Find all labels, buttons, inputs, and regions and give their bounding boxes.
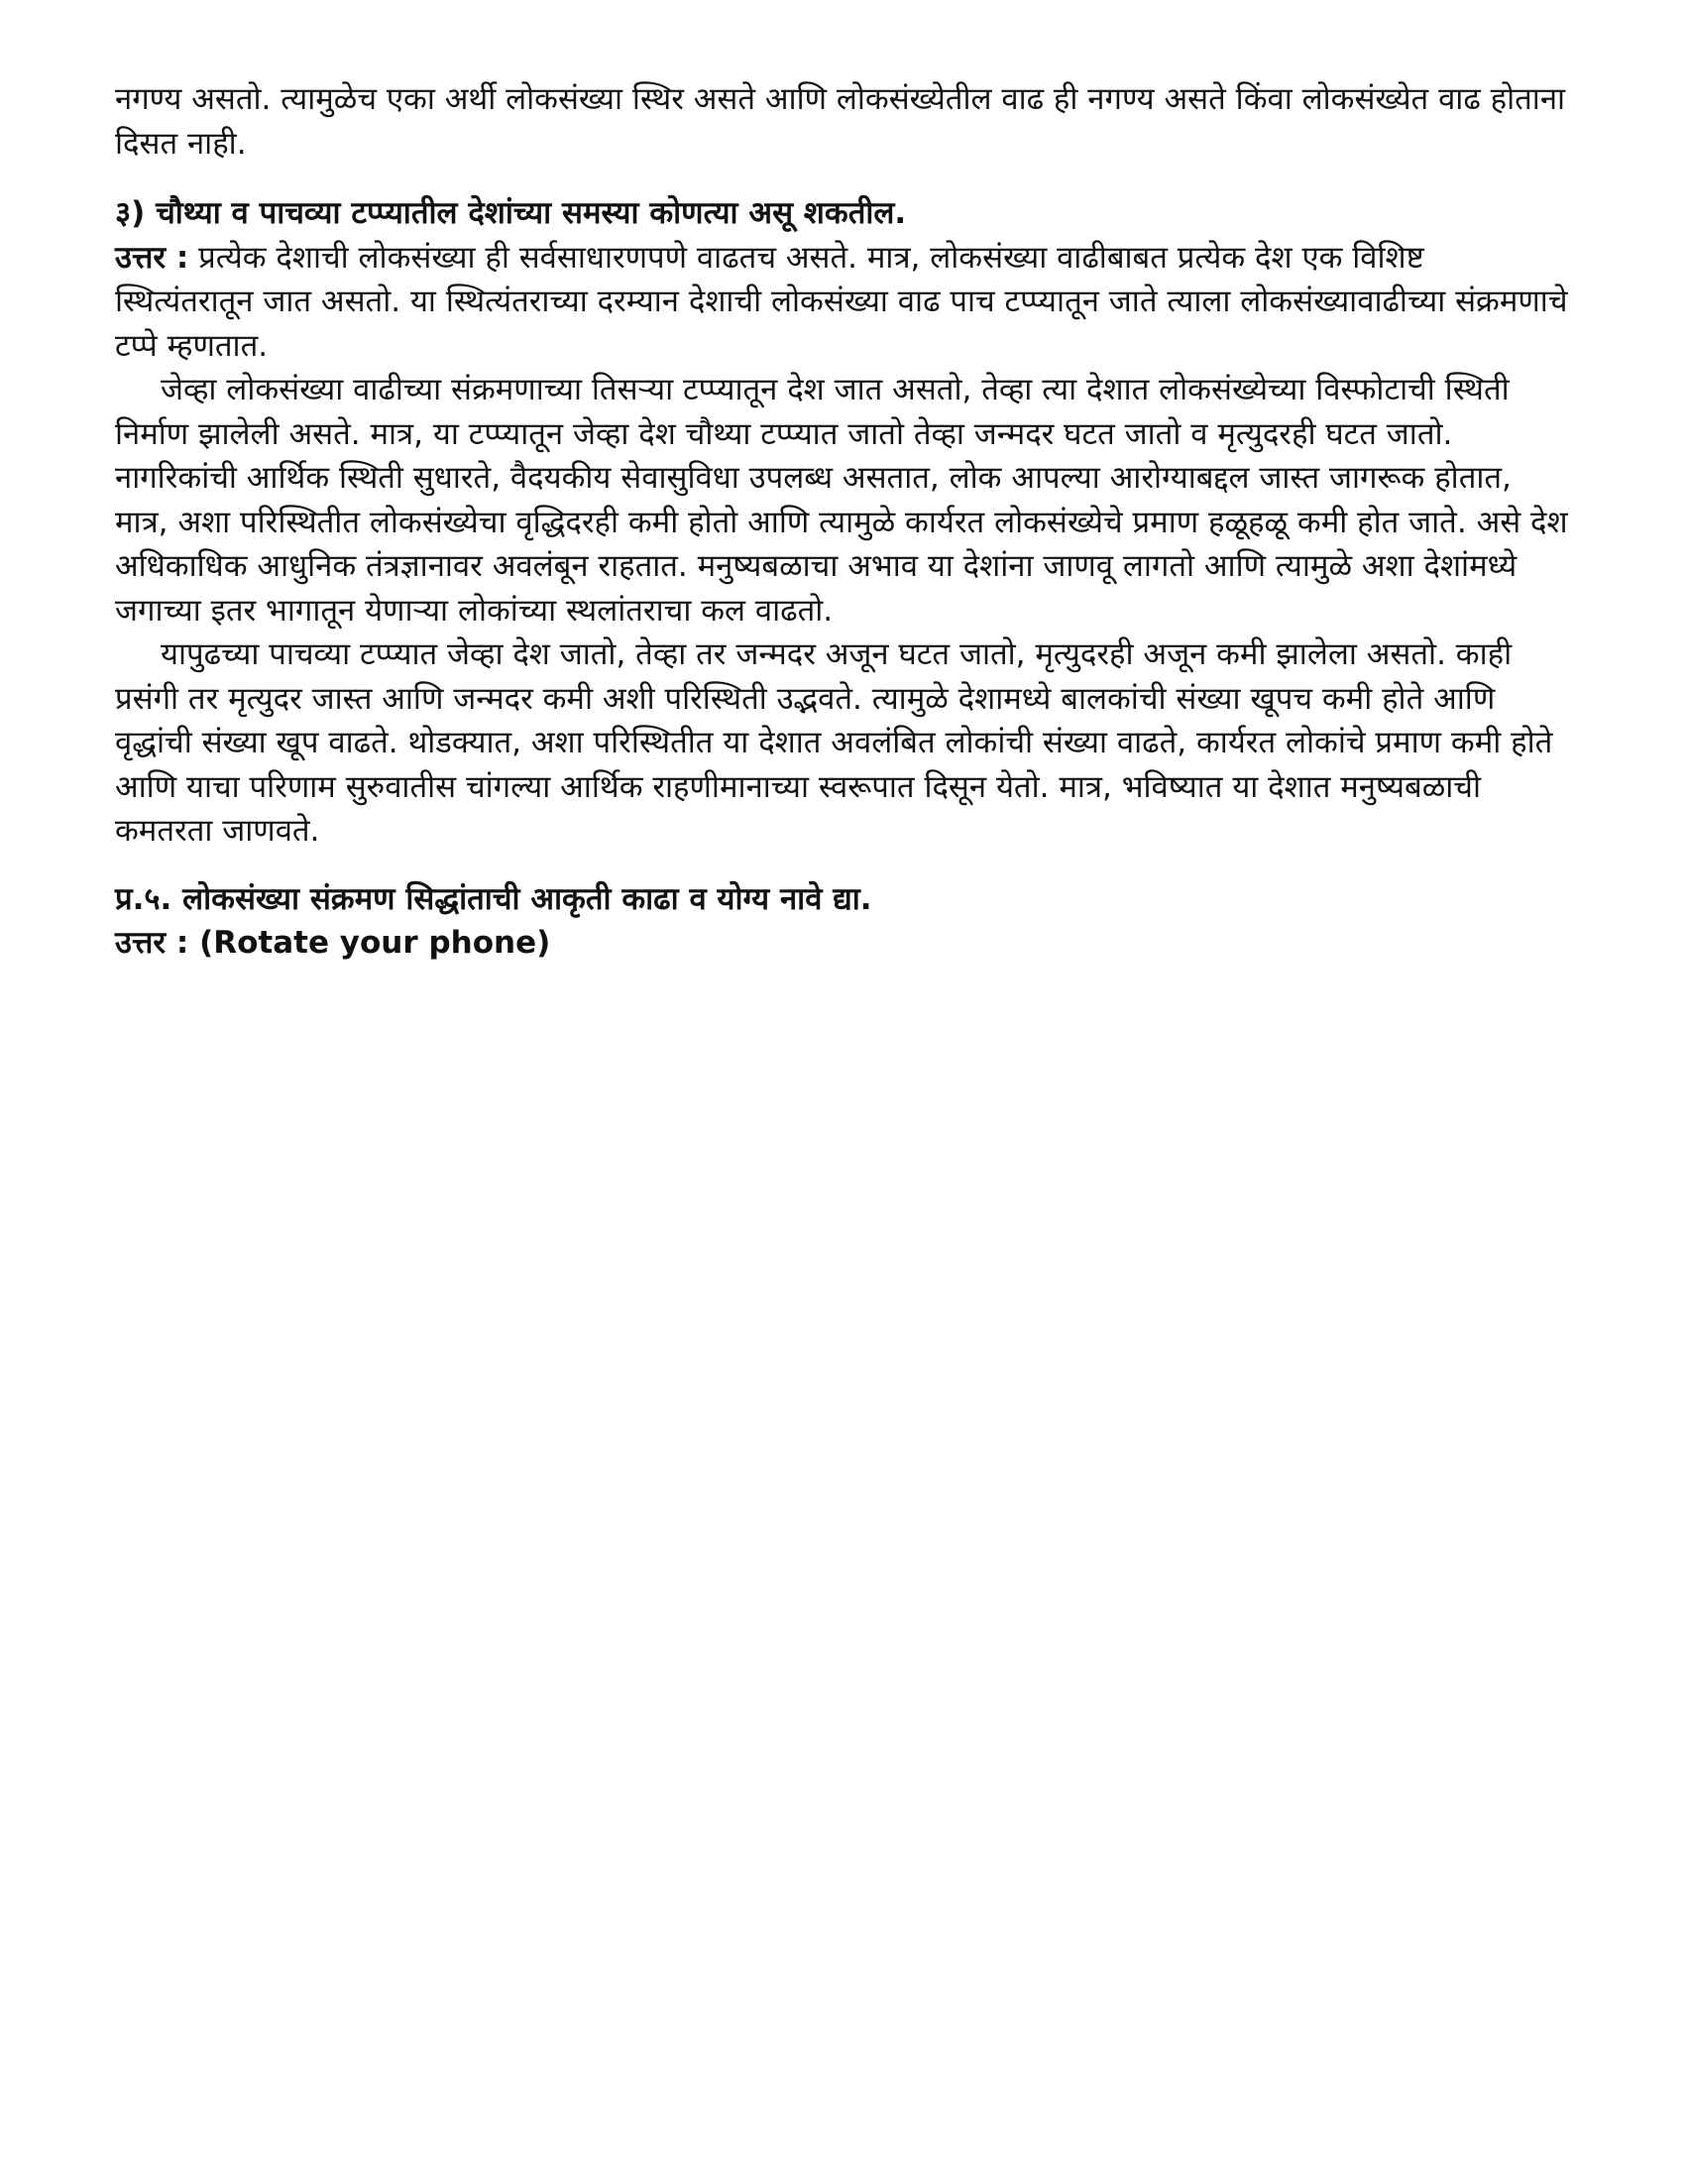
document-page <box>115 77 1572 966</box>
question-3-answer-intro <box>115 236 1572 369</box>
continued-paragraph: नगण्य असतो. त्यामुळेच एका अर्थी लोकसंख्या स्थिर असते आणि लोकसंख्येतील वाढ ही नगण्य असते किंवा लोकसंख्येत वाढ होताना दिसत नाही. <box>115 81 1566 162</box>
spacer <box>115 166 1572 191</box>
question-5-answer <box>115 921 1572 966</box>
question-3-heading: ३) चौथ्या व पाचव्या टप्प्यातील देशांच्या समस्या कोणत्या असू शकतील. <box>115 195 907 231</box>
answer-label: उत्तर : <box>115 925 189 961</box>
answer-label: उत्तर : <box>115 239 189 276</box>
question-3-answer-paragraph-2: जेव्हा लोकसंख्या वाढीच्या संक्रमणाच्या तिसऱ्या टप्प्यातून देश जात असतो, तेव्हा त्या देशात लोकसंख्येच्या विस्फोटाची स्थिती निर्माण झालेली असते. मात्र, या टप्प्यातून जेव्हा देश चौथ्या टप्प्यात जातो तेव्हा जन्मदर घटत जातो व मृत्युदरही घटत जातो. नागरिकांची आर्थिक स्थिती सुधारते, वैदयकीय सेवासुविधा उपलब्ध असतात, लोक आपल्या आरोग्याबद्दल जास्त जागरूक होतात, मात्र, अशा परिस्थितीत लोकसंख्येचा वृद्धिदरही कमी होतो आणि त्यामुळे कार्यरत लोकसंख्येचे प्रमाण हळूहळू कमी होत जाते. असे देश अधिकाधिक आधुनिक तंत्रज्ञानावर अवलंबून राहतात. मनुष्यबळाचा अभाव या देशांना जाणवू लागतो आणि त्यामुळे अशा देशांमध्ये जगाच्या इतर भागातून येणाऱ्या लोकांच्या स्थलांतराचा कल वाढतो. <box>115 372 1568 629</box>
question-3-answer-paragraph-3: यापुढच्या पाचव्या टप्प्यात जेव्हा देश जातो, तेव्हा तर जन्मदर अजून घटत जातो, मृत्युदरही अजून कमी झालेला असतो. काही प्रसंगी तर मृत्युदर जास्त आणि जन्मदर कमी अशी परिस्थिती उद्भवते. त्यामुळे देशामध्ये बालकांची संख्या खूपच कमी होते आणि वृद्धांची संख्या खूप वाढते. थोडक्यात, अशा परिस्थितीत या देशात अवलंबित लोकांची संख्या वाढते, कार्यरत लोकांचे प्रमाण कमी होते आणि याचा परिणाम सुरुवातीस चांगल्या आर्थिक राहणीमानाच्या स्वरूपात दिसून येतो. मात्र, भविष्यात या देशात मनुष्यबळाची कमतरता जाणवते. <box>115 636 1553 849</box>
spacer <box>115 854 1572 877</box>
answer-text: (Rotate your phone) <box>188 925 551 961</box>
answer-intro-text: प्रत्येक देशाची लोकसंख्या ही सर्वसाधारणपणे वाढतच असते. मात्र, लोकसंख्या वाढीबाबत प्रत्येक देश एक विशिष्ट स्थित्यंतरातून जात असतो. या स्थित्यंतराच्या दरम्यान देशाची लोकसंख्या वाढ पाच टप्प्यातून जाते त्याला लोकसंख्यावाढीच्या संक्रमणाचे टप्पे म्हणतात. <box>115 239 1568 364</box>
question-5-heading: प्र.५. लोकसंख्या संक्रमण सिद्धांताची आकृती काढा व योग्य नावे द्या. <box>115 880 872 917</box>
